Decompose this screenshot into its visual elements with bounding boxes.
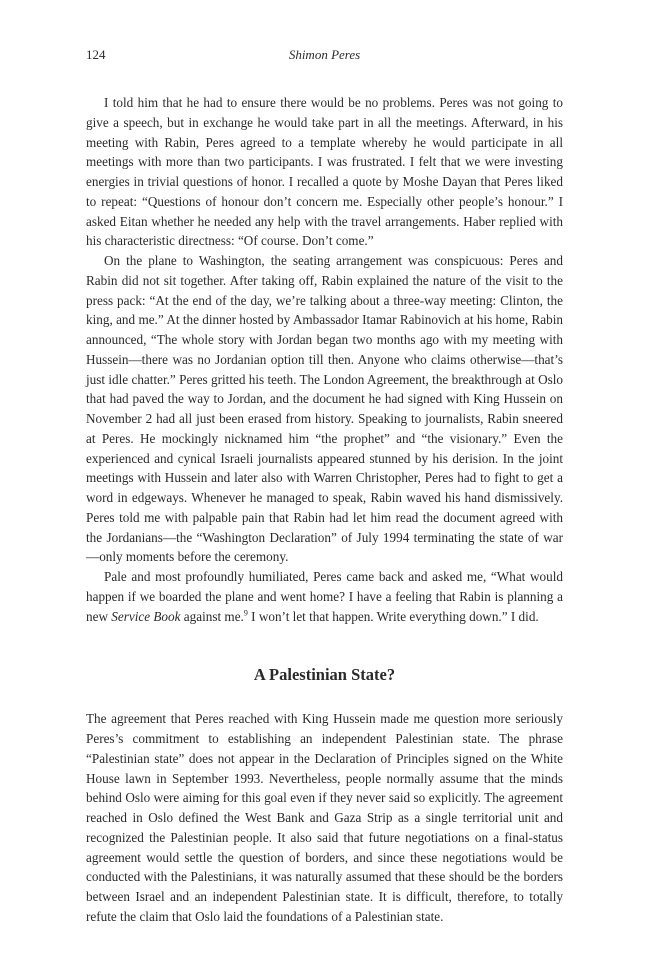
- paragraph-text: against me.: [180, 608, 244, 624]
- paragraph: The agreement that Peres reached with King Hussein made me question more seriously Peres’s commitment to establishing an independent Palestinian state. The phrase “Palestinian state” does not appear in the Declaration of Principles signed on the White House lawn in September 1993. Nevertheless, people normally assume that the minds behind Oslo were aiming for this goal even if they never said so explicitly. The agreement reached in Oslo defined the West Bank and Gaza Strip as a single territorial unit and recognized the Palestinian people. It also said that future negotiations on a final-status agreement would settle the question of borders, and since these negotiations would be conducted with the Palestinians, it was naturally assumed that these should be the borders between Israel and an independent Palestinian state. It is difficult, therefore, to totally refute the claim that Oslo laid the foundations of a Palestinian state.: [86, 711, 563, 924]
- book-title-italic: Service Book: [111, 608, 181, 624]
- running-head: Shimon Peres: [288, 47, 361, 62]
- book-page: [86, 38, 563, 927]
- paragraph: [86, 567, 563, 626]
- body-text: [86, 93, 563, 626]
- paragraph-text: I won’t let that happen. Write everything down.” I did.: [247, 608, 539, 624]
- page-number: 124: [86, 47, 106, 62]
- section-heading: A Palestinian State?: [253, 665, 396, 685]
- page-header: [86, 38, 563, 62]
- paragraph: On the plane to Washington, the seating arrangement was conspicuous: Peres and Rabin did not sit together. After taking off, Rabin explained the nature of the visit to the press pack: “At the end of the day, we’re talking about a three-way meeting: Clinton, the king, and me.” At the dinner hosted by Ambassador Itamar Rabinovich at his home, Rabin announced, “The whole story with Jordan began two months ago with my meeting with Hussein—there was no Jordanian option till then. Anyone who claims otherwise—that’s just idle chatter.” Peres gritted his teeth. The London Agreement, the breakthrough at Oslo that had paved the way to Jordan, and the document he had signed with King Hussein on November 2 had all just been erased from history. Speaking to journalists, Rabin sneered at Peres. He mockingly nicknamed him “the prophet” and “the visionary.” Even the experienced and cynical Israeli journalists appeared stunned by his derision. In the joint meetings with Hussein and later also with Warren Christopher, Peres had to fight to get a word in edgeways. Whenever he managed to speak, Rabin waved his hand dismissively. Peres told me with palpable pain that Rabin had let him read the document agreed with the Jordanians—the “Washington Declaration” of July 1994 terminating the state of war—only moments before the ceremony.: [86, 253, 563, 565]
- paragraph-text: Pale and most profoundly humiliated, Peres came back and asked me, “What would happen if we boarded the plane and went home? I have a feeling that Rabin is planning a new: [86, 569, 563, 624]
- paragraph: I told him that he had to ensure there would be no problems. Peres was not going to give a speech, but in exchange he would take part in all the meetings. Afterward, in his meeting with Rabin, Peres agreed to a template whereby he would participate in all meetings with more than two participants. I was frustrated. I felt that we were investing energies in trivial questions of honor. I recalled a quote by Moshe Dayan that Peres liked to repeat: “Questions of honour don’t concern me. Especially other people’s honour.” I asked Eitan whether he needed any help with the travel arrangements. Haber replied with his characteristic directness: “Of course. Don’t come.”: [86, 95, 563, 249]
- footnote-marker: 9: [243, 608, 248, 618]
- section-body: [86, 709, 563, 926]
